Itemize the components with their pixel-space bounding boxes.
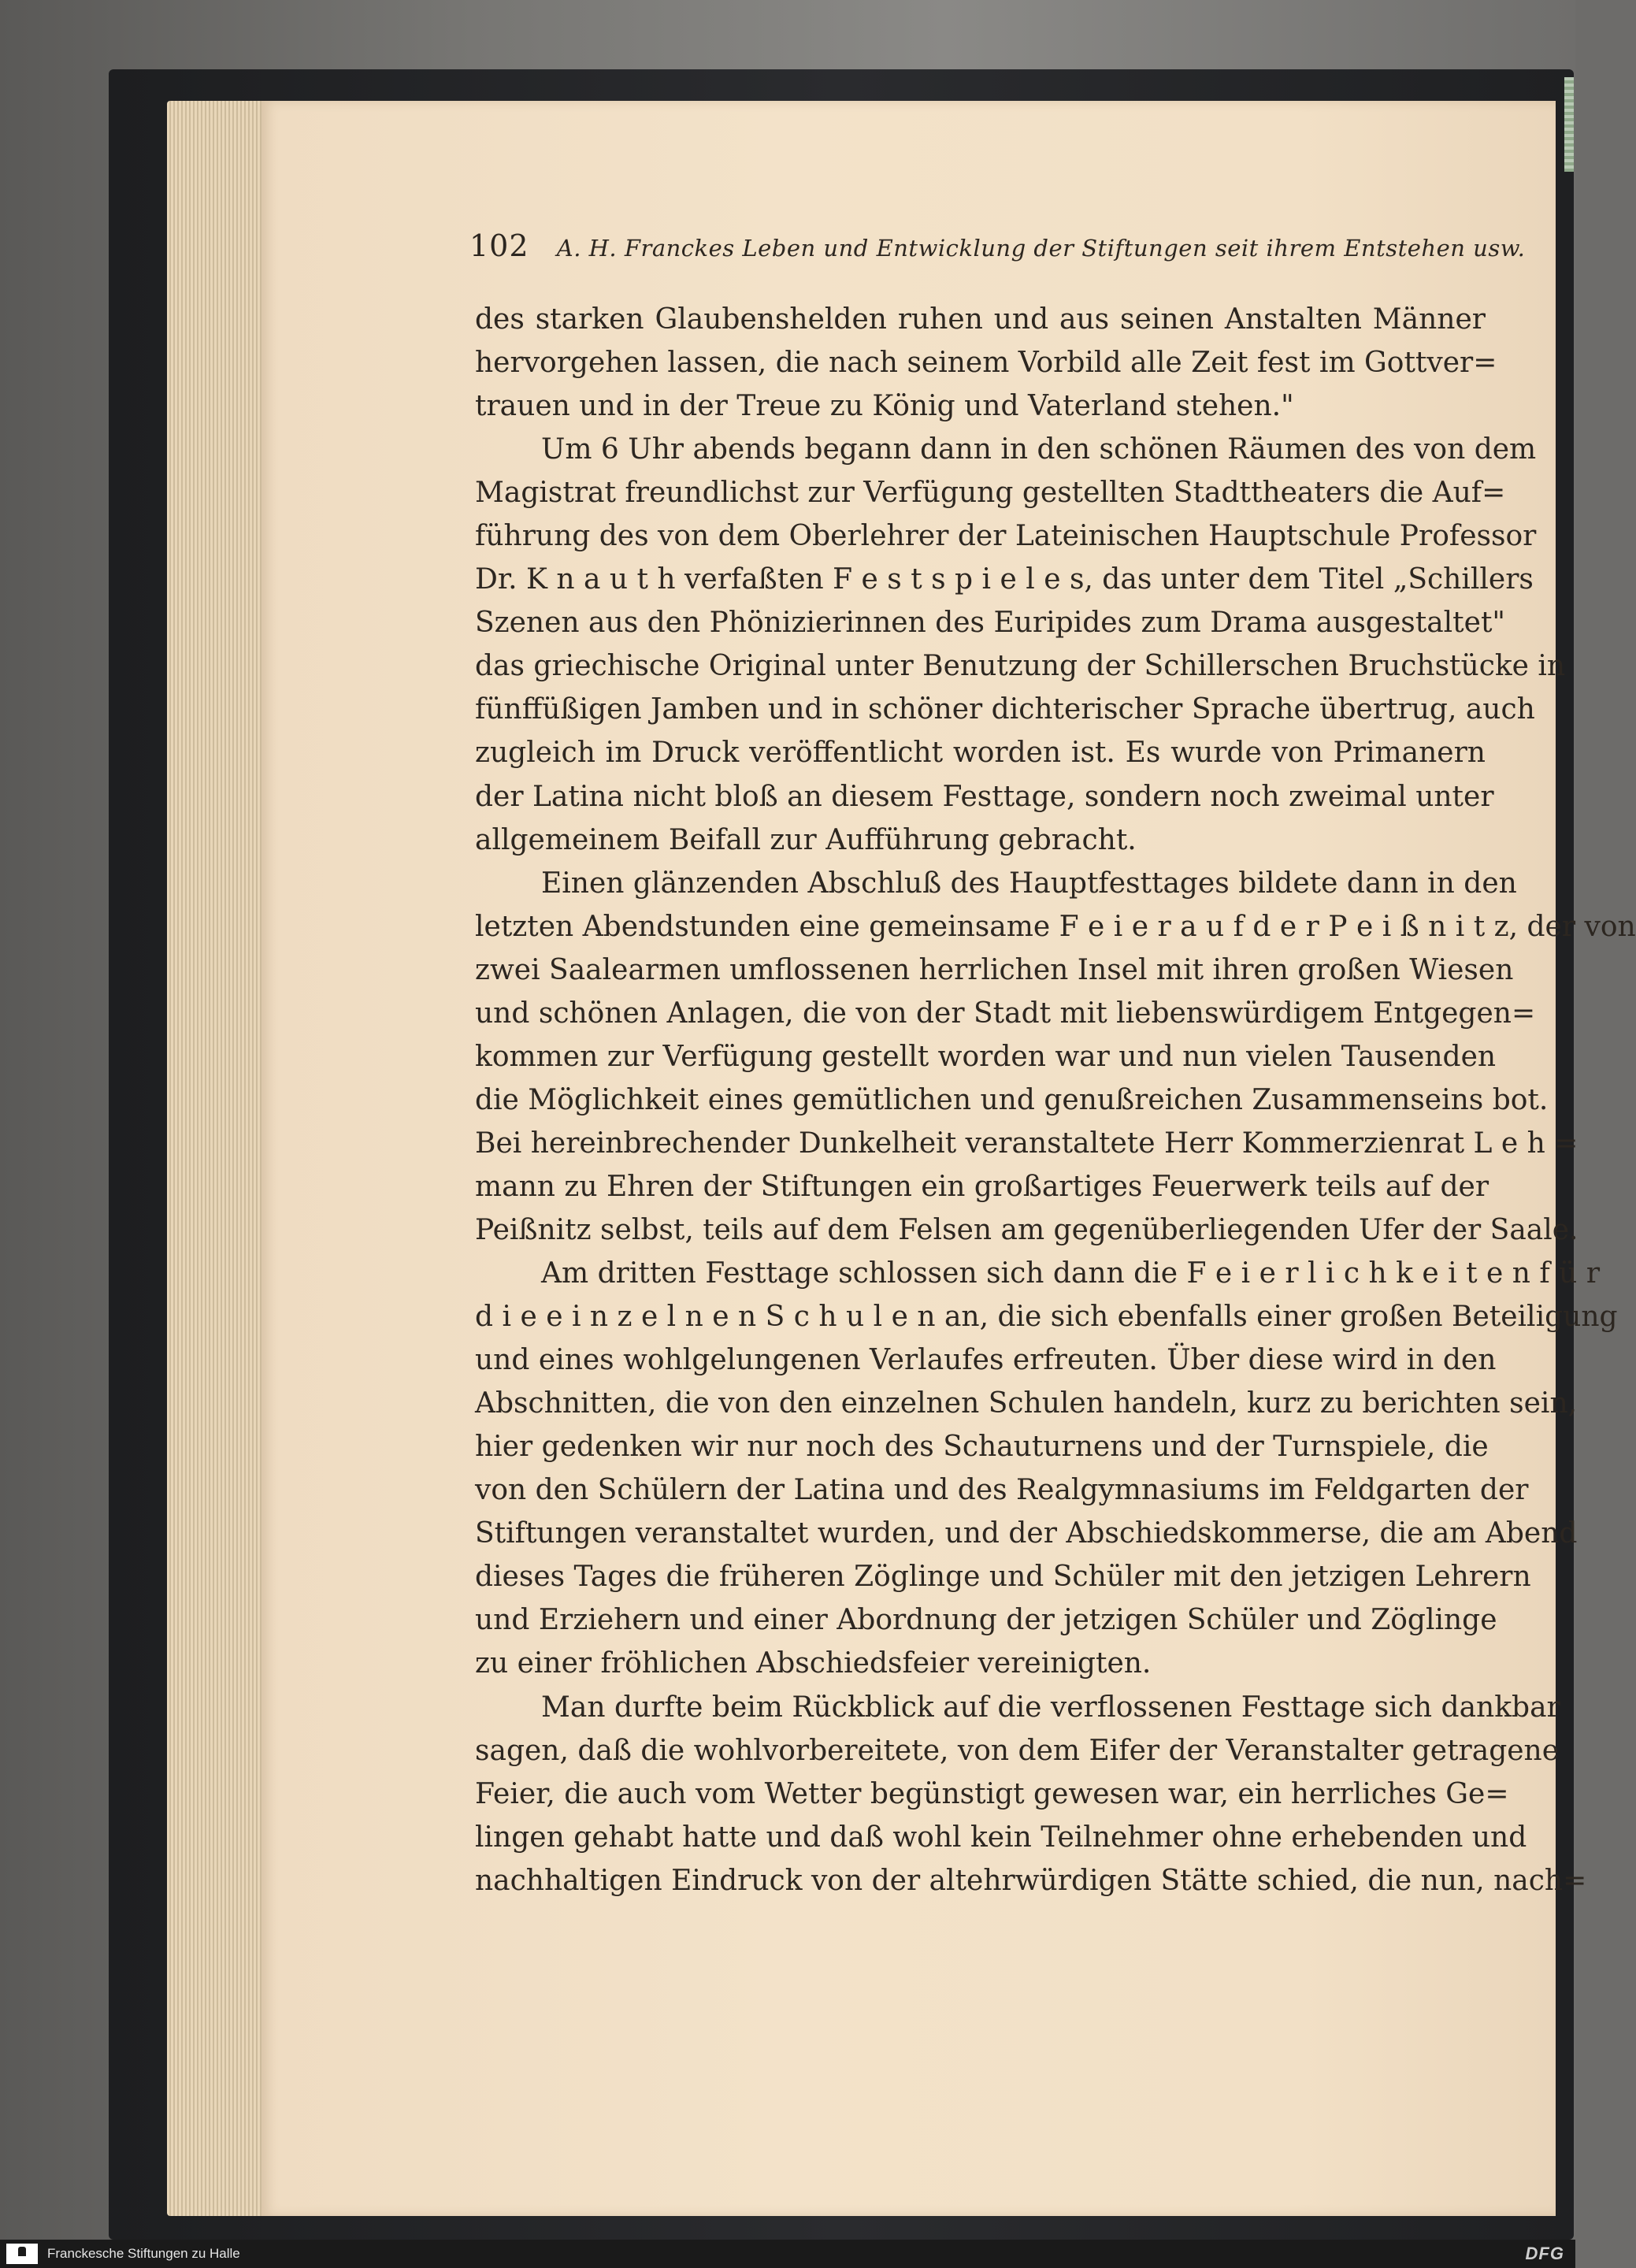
text-line: Um 6 Uhr abends begann dann in den schönen Räumen des von dem <box>541 433 1537 466</box>
text-line: führung des von dem Oberlehrer der Lateinischen Hauptschule Professor <box>475 520 1537 553</box>
text-line: zugleich im Druck veröffentlicht worden ist. Es wurde von Primanern <box>475 737 1486 770</box>
text-line: lingen gehabt hatte und daß wohl kein Teilnehmer ohne erhebenden und <box>475 1821 1527 1854</box>
viewer-footer <box>0 2240 1575 2268</box>
text-line: des starken Glaubenshelden ruhen und aus seinen Anstalten Männer <box>475 303 1486 336</box>
text-line: d i e e i n z e l n e n S c h u l e n an, die sich ebenfalls einer großen Beteiligung <box>475 1301 1618 1334</box>
text-line: allgemeinem Beifall zur Aufführung gebracht. <box>475 823 1137 856</box>
text-line: Abschnitten, die von den einzelnen Schulen handeln, kurz zu berichten sein, <box>475 1387 1578 1420</box>
text-line: das griechische Original unter Benutzung der Schillerschen Bruchstücke in <box>475 650 1566 683</box>
text-line: mann zu Ehren der Stiftungen ein großartiges Feuerwerk teils auf der <box>475 1170 1489 1203</box>
text-line: und eines wohlgelungenen Verlaufes erfreuten. Über diese wird in den <box>475 1344 1497 1377</box>
text-line: Bei hereinbrechender Dunkelheit veranstaltete Herr Kommerzienrat L e h = <box>475 1127 1578 1160</box>
text-line: letzten Abendstunden eine gemeinsame F e i e r a u f d e r P e i ß n i t z, der von <box>475 910 1636 943</box>
text-line: hier gedenken wir nur noch des Schauturnens und der Turnspiele, die <box>475 1431 1489 1464</box>
text-line: die Möglichkeit eines gemütlichen und genußreichen Zusammenseins bot. <box>475 1083 1549 1116</box>
text-line: Feier, die auch vom Wetter begünstigt gewesen war, ein herrliches Ge= <box>475 1777 1509 1810</box>
footer-institution: Franckesche Stiftungen zu Halle <box>47 2246 240 2261</box>
text-line: der Latina nicht bloß an diesem Festtage, sondern noch zweimal unter <box>475 780 1494 813</box>
text-line: Man durfte beim Rückblick auf die verflossenen Festtage sich dankbar <box>541 1691 1560 1724</box>
body-text <box>475 298 1636 1902</box>
text-line: Peißnitz selbst, teils auf dem Felsen am gegenüberliegenden Ufer der Saale. <box>475 1213 1578 1246</box>
text-line: zu einer fröhlichen Abschiedsfeier vereinigten. <box>475 1647 1152 1680</box>
text-line: Szenen aus den Phönizierinnen des Euripides zum Drama ausgestaltet" <box>475 607 1505 640</box>
text-line: kommen zur Verfügung gestellt worden war und nun vielen Tausenden <box>475 1040 1497 1073</box>
running-title: A. H. Franckes Leben und Entwicklung der Stiftungen seit ihrem Entstehen usw. <box>556 235 1526 262</box>
page-header <box>469 228 1526 268</box>
text-line: Dr. K n a u t h verfaßten F e s t s p i e l e s, das unter dem Titel „Schillers <box>475 563 1534 596</box>
text-line: und schönen Anlagen, die von der Stadt mit liebenswürdigem Entgegen= <box>475 997 1536 1030</box>
page-number: 102 <box>469 228 529 263</box>
text-line: nachhaltigen Eindruck von der altehrwürdigen Stätte schied, die nun, nach= <box>475 1864 1587 1897</box>
text-line: Stiftungen veranstaltet wurden, und der Abschiedskommerse, die am Abend <box>475 1517 1578 1550</box>
cover-edge-pattern <box>1564 77 1574 172</box>
text-line: trauen und in der Treue zu König und Vaterland stehen." <box>475 390 1294 423</box>
text-line: hervorgehen lassen, die nach seinem Vorbild alle Zeit fest im Gottver= <box>475 347 1497 380</box>
page-edges <box>167 101 269 2216</box>
text-line: dieses Tages die früheren Zöglinge und Schüler mit den jetzigen Lehrern <box>475 1561 1531 1594</box>
text-line: und Erziehern und einer Abordnung der jetzigen Schüler und Zöglinge <box>475 1604 1497 1637</box>
text-line: sagen, daß die wohlvorbereitete, von dem Eifer der Veranstalter getragene <box>475 1734 1560 1767</box>
text-line: Magistrat freundlichst zur Verfügung gestellten Stadttheaters die Auf= <box>475 477 1506 510</box>
text-line: Einen glänzenden Abschluß des Hauptfesttages bildete dann in den <box>541 867 1517 900</box>
institution-logo-icon <box>6 2244 38 2264</box>
text-line: fünffüßigen Jamben und in schöner dichterischer Sprache übertrug, auch <box>475 693 1535 726</box>
text-line: von den Schülern der Latina und des Realgymnasiums im Feldgarten der <box>475 1474 1529 1507</box>
text-line: zwei Saalearmen umflossenen herrlichen Insel mit ihren großen Wiesen <box>475 953 1514 986</box>
text-line: Am dritten Festtage schlossen sich dann die F e i e r l i c h k e i t e n f ü r <box>541 1257 1601 1290</box>
dfg-logo: DFG <box>1525 2244 1564 2263</box>
